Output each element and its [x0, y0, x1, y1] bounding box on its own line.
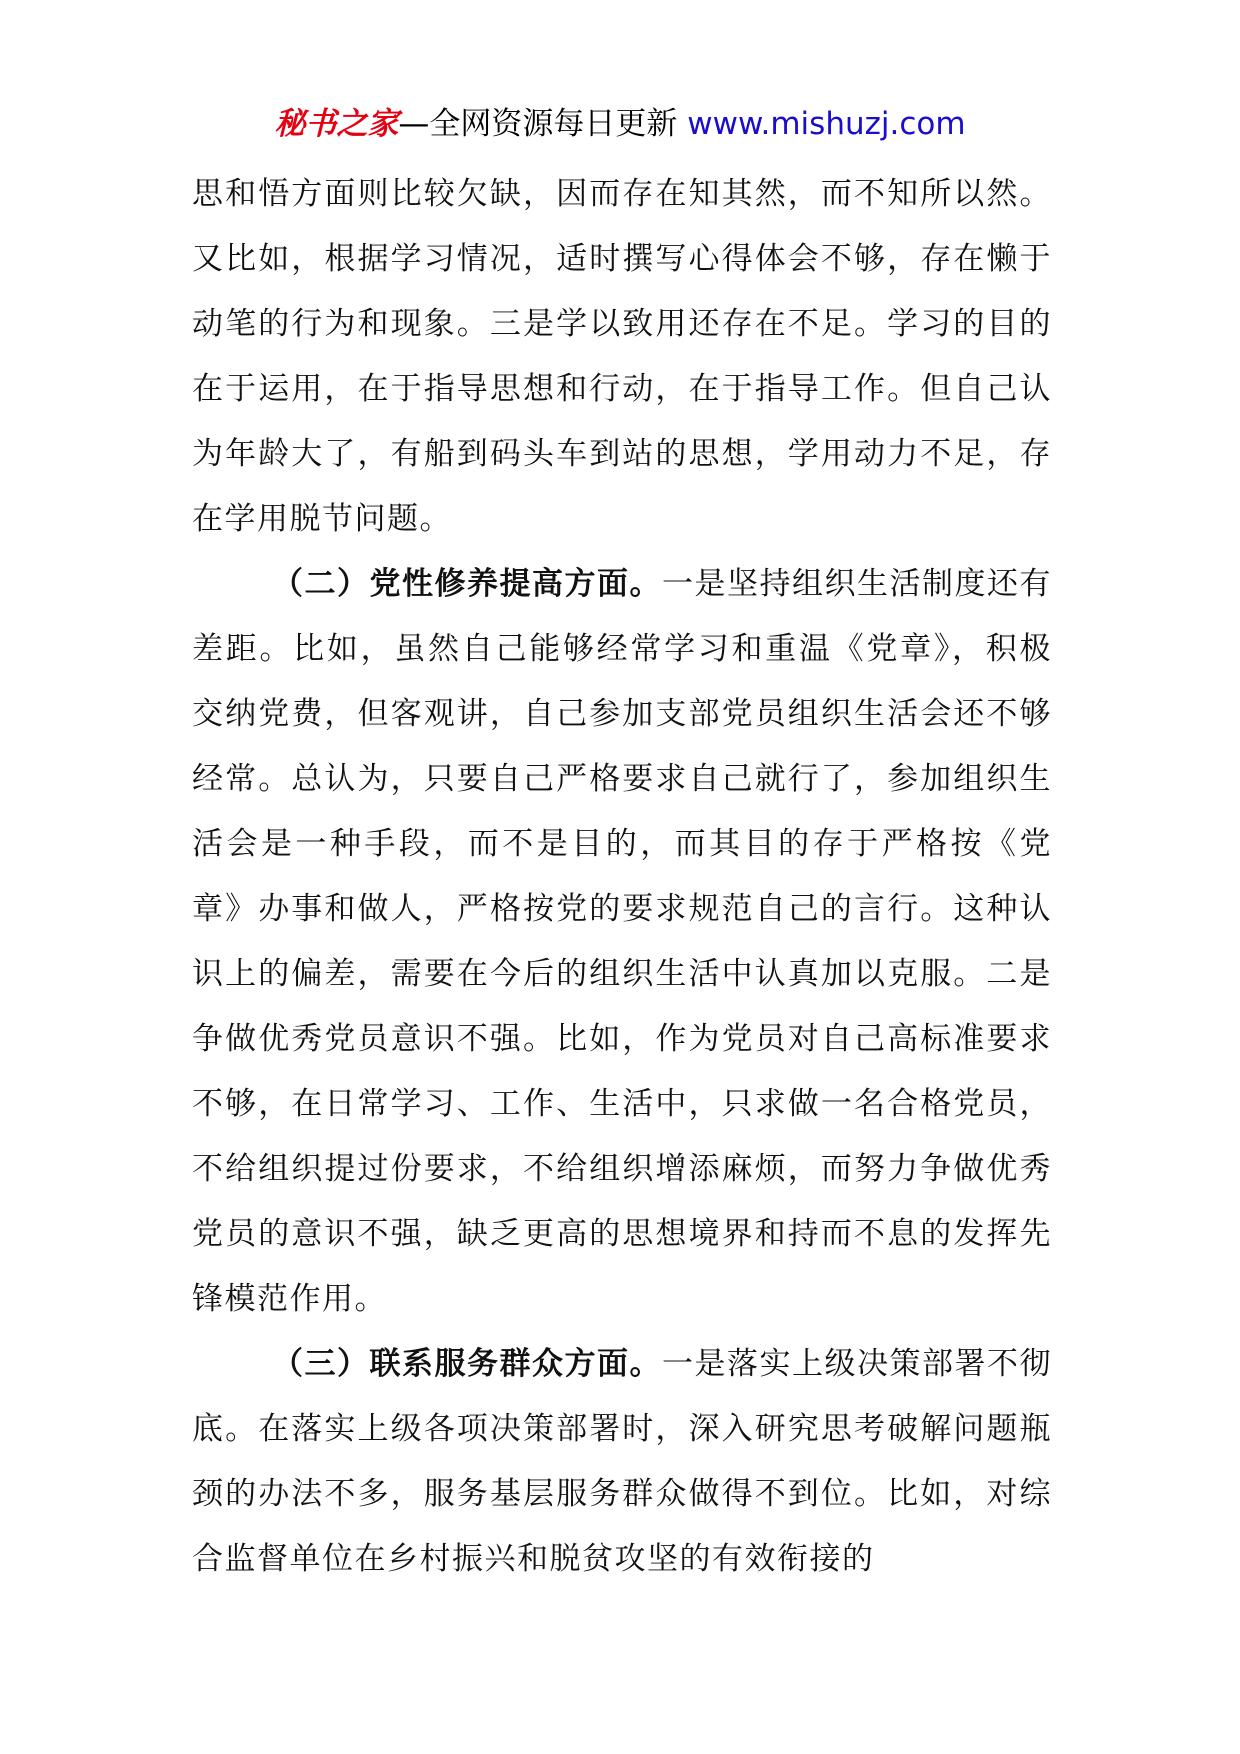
- paragraph-text: 一是落实上级决策部署不彻底。在落实上级各项决策部署时，深入研究思考破解问题瓶颈的办法不多，服务基层服务群众做得不到位。比如，对综合监督单位在乡村振兴和脱贫攻坚的有效衔接的: [192, 1346, 1052, 1577]
- brand-logo-text: 秘书之家: [274, 106, 399, 142]
- site-header: [0, 100, 1240, 148]
- paragraph-continued: [192, 162, 1052, 552]
- paragraph-serving-masses: [192, 1332, 1052, 1592]
- header-tagline: —全网资源每日更新: [398, 106, 678, 142]
- document-body: [192, 162, 1052, 1592]
- section-heading-2: （二）党性修养提高方面。: [272, 566, 662, 602]
- site-url-link[interactable]: www.mishuzj.com: [687, 106, 966, 142]
- paragraph-text: 思和悟方面则比较欠缺，因而存在知其然，而不知所以然。又比如，根据学习情况，适时撰写心得体会不够，存在懒于动笔的行为和现象。三是学以致用还存在不足。学习的目的在于运用，在于指导思想和行动，在于指导工作。但自己认为年龄大了，有船到码头车到站的思想，学用动力不足，存在学用脱节问题。: [192, 176, 1052, 537]
- paragraph-party-spirit: [192, 552, 1052, 1332]
- paragraph-text: 一是坚持组织生活制度还有差距。比如，虽然自己能够经常学习和重温《党章》，积极交纳党费，但客观讲，自己参加支部党员组织生活会还不够经常。总认为，只要自己严格要求自己就行了，参加组织生活会是一种手段，而不是目的，而其目的存于严格按《党章》办事和做人，严格按党的要求规范自己的言行。这种认识上的偏差，需要在今后的组织生活中认真加以克服。二是争做优秀党员意识不强。比如，作为党员对自己高标准要求不够，在日常学习、工作、生活中，只求做一名合格党员，不给组织提过份要求，不给组织增添麻烦，而努力争做优秀党员的意识不强，缺乏更高的思想境界和持而不息的发挥先锋模范作用。: [192, 566, 1052, 1317]
- section-heading-3: （三）联系服务群众方面。: [272, 1346, 662, 1382]
